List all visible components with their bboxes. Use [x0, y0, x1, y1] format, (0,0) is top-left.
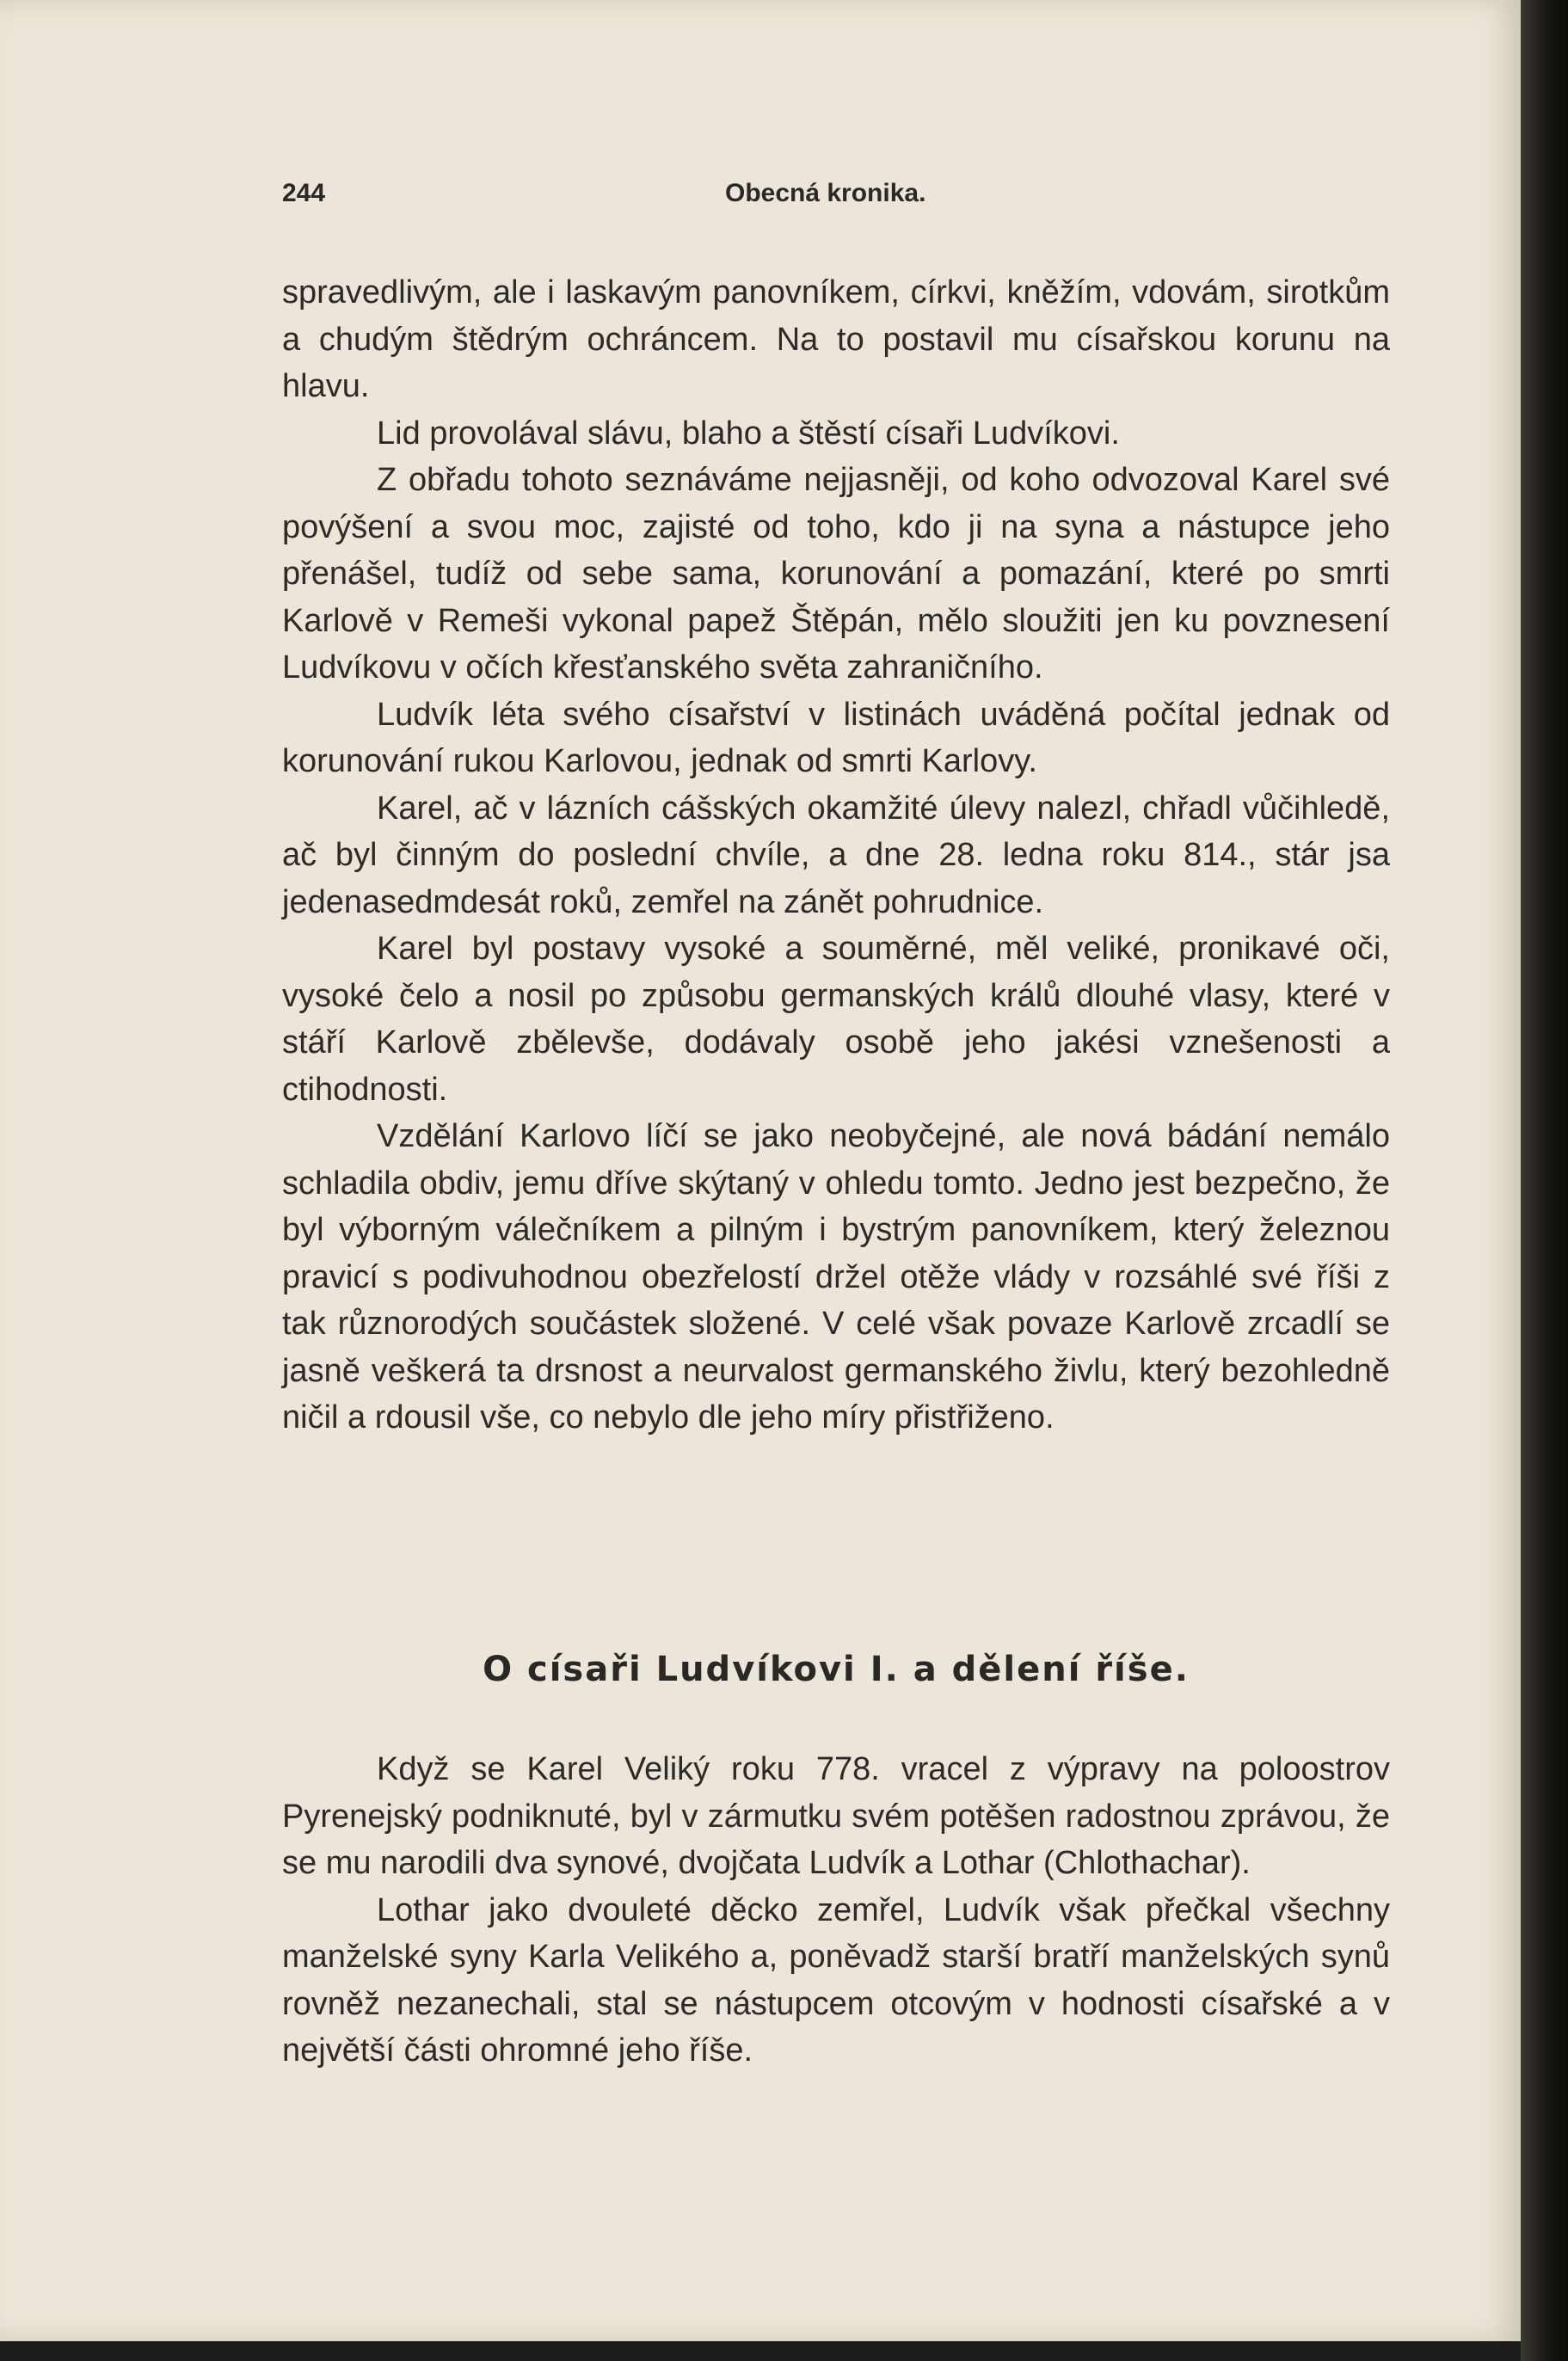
paragraph: spravedlivým, ale i laskavým panovníkem, církvi, kněžím, vdovám, sirotkům a chudým štědrým ochráncem. Na to postavil mu císařskou korunu na hlavu.: [282, 274, 1390, 404]
body-text-bottom: [282, 1746, 1390, 2075]
paragraph: Když se Karel Veliký roku 778. vracel z výpravy na poloostrov Pyrenejský podniknuté, byl v zármutku svém potěšen radostnou zprávou, že se mu narodili dva synové, dvojčata Ludvík a Lothar (Chlothachar).: [282, 1751, 1390, 1881]
paragraph: Ludvík léta svého císařství v listinách uváděná počítal jednak od korunování rukou Karlovou, jednak od smrti Karlovy.: [282, 696, 1390, 779]
page-header: [282, 179, 1419, 222]
page-number: 244: [282, 179, 326, 207]
book-spine-shadow: [1521, 0, 1568, 2361]
body-text-top: [282, 269, 1390, 1442]
section-heading: O císaři Ludvíkovi I. a dělení říše.: [483, 1650, 1190, 1689]
paragraph: Lothar jako dvouleté děcko zemřel, Ludvík však přečkal všechny manželské syny Karla Velikého a, poněvadž starší bratří manželských synů rovněž nezanechali, stal se nástupcem otcovým v hodnosti císařské a v největší části ohromné jeho říše.: [282, 1891, 1390, 2069]
paragraph: Z obřadu tohoto seznáváme nejjasněji, od koho odvozoval Karel své povýšení a svou moc, zajisté od toho, kdo ji na syna a nástupce jeho přenášel, tudíž od sebe sama, korunování a pomazání, které po smrti Karlově v Remeši vykonal papež Štěpán, mělo sloužiti jen ku povznesení Ludvíkovu v očích křesťanského světa zahraničního.: [282, 462, 1390, 686]
paragraph: Vzdělání Karlovo líčí se jako neobyčejné, ale nová bádání nemálo schladila obdiv, jemu dříve skýtaný v ohledu tomto. Jedno jest bezpečno, že byl výborným válečníkem a pilným i bystrým panovníkem, který železnou pravicí s podivuhodnou obezřelostí držel otěže vlády v rozsáhlé své říši z tak různorodých součástek složené. V celé však povaze Karlově zrcadlí se jasně veškerá ta drsnost a neurvalost germanského živlu, který bezohledně ničil a rdousil vše, co nebylo dle jeho míry přistřiženo.: [282, 1118, 1390, 1436]
paragraph: Karel byl postavy vysoké a souměrné, měl veliké, pronikavé oči, vysoké čelo a nosil po způsobu germanských králů dlouhé vlasy, které v stáří Karlově zbělevše, dodávaly osobě jeho jakési vznešenosti a ctihodnosti.: [282, 931, 1390, 1108]
running-title: Obecná kronika.: [725, 179, 926, 207]
paragraph: Lid provolával slávu, blaho a štěstí císaři Ludvíkovi.: [377, 415, 1120, 452]
paragraph: Karel, ač v lázních cášských okamžité úlevy nalezl, chřadl vůčihledě, ač byl činným do poslední chvíle, a dne 28. ledna roku 814., stár jsa jedenasedmdesát roků, zemřel na zánět pohrudnice.: [282, 790, 1390, 920]
